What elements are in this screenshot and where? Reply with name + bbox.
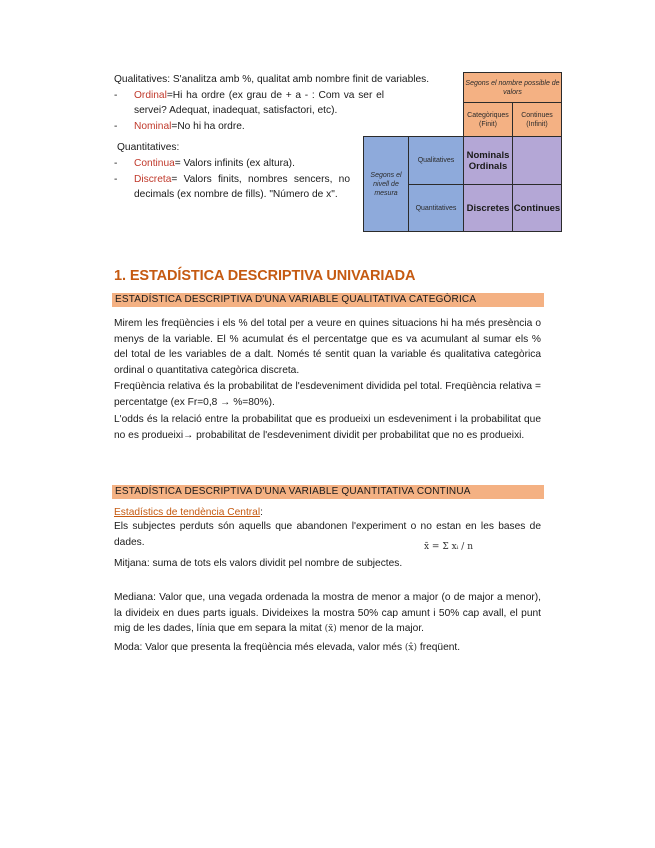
mean-formula: x̄ = Σ xᵢ / n <box>424 542 473 552</box>
nominal-term: Nominal <box>134 120 172 132</box>
paragraph-freq-relativa: Freqüència relativa és la probabilitat de l'esdeveniment dividida pel total. Freqüència relativa = percentatge (ex Fr=0,8 → %=80%). <box>114 381 541 408</box>
band-qualitativa: ESTADÍSTICA DESCRIPTIVA D'UNA VARIABLE QUALITATIVA CATEGÒRICA <box>112 293 544 307</box>
continua-term: Continua <box>134 157 175 169</box>
subheading-colon: : <box>260 507 263 518</box>
paragraph-moda <box>114 640 541 657</box>
ordinal-text: =Hi ha ordre (ex grau de + a - : Com va ser el servei? Adequat, inadequat, satisfactori, etc). <box>134 89 384 117</box>
mode-symbol: (x̂) <box>404 643 418 653</box>
ordinal-term: Ordinal <box>134 89 167 101</box>
table-cell-discretes: Discretes <box>464 185 513 232</box>
quantitatives-line: Quantitatives: <box>117 142 180 154</box>
bullet: - <box>114 120 118 132</box>
table-row-quantitatives: Quantitatives <box>409 185 464 232</box>
table-row-qualitatives: Qualitatives <box>409 137 464 185</box>
table-col-continues: Continues (Infinit) <box>513 103 562 137</box>
paragraph-mitjana: Mitjana: suma de tots els valors dividit pel nombre de subjectes. <box>114 558 403 569</box>
median-symbol: (x̃) <box>324 624 337 635</box>
bullet: - <box>114 173 118 185</box>
nominal-text: =No hi ha ordre. <box>171 120 245 132</box>
table-cell-continues: Continues <box>513 185 562 232</box>
band-quantitativa: ESTADÍSTICA DESCRIPTIVA D'UNA VARIABLE QUANTITATIVA CONTINUA <box>112 485 544 499</box>
table-col-categoriques: Categòriques (Finit) <box>464 103 513 137</box>
moda-text: Moda: Valor que presenta la freqüència més elevada, valor més <box>114 642 403 653</box>
paragraph-frequencies: Mirem les freqüències i els % del total per a veure en quines situacions hi ha més presència o menys de la variable. El % acumulat és el percentatge que es va acumulant al sumar els % del total de les variables de a dalt. Només té sentit quan la variable és qualitativa categòrica ordinal o quantitativa categòrica discreta. <box>114 318 541 376</box>
discreta-term: Discreta <box>134 173 172 185</box>
discreta-text: = Valors finits, nombres sencers, no decimals (ex nombre de fills). "Número de x". <box>134 173 350 201</box>
bullet: - <box>114 157 118 169</box>
moda-end: freqüent. <box>419 642 461 653</box>
table-cell-empty <box>513 137 562 185</box>
subheading-text: Estadístics de tendència Central <box>114 507 261 518</box>
section-title: 1. ESTADÍSTICA DESCRIPTIVA UNIVARIADA <box>114 268 416 284</box>
paragraph-perduts: Els subjectes perduts són aquells que abandonen l'experiment o no estan en les bases de dades. <box>114 521 541 548</box>
paragraph-mediana <box>114 590 541 638</box>
qualitatives-line: Qualitatives: S'analitza amb %, qualitat amb nombre finit de variables. <box>114 74 430 85</box>
mediana-end: menor de la major. <box>339 623 424 635</box>
mediana-text: Mediana: Valor que, una vegada ordenada la mostra de menor a major (o de major a menor), la divideix en dues parts iguals. Divideixes la mostra 50% cap amunt i 50% cap avall, el punt mig de les dades, línia que em separa la mitat <box>114 592 541 635</box>
classification-table <box>363 72 562 232</box>
table-row-label-nivell: Segons el nivell de mesura <box>364 137 409 232</box>
table-cell-nominals-ordinals: Nominals Ordinals <box>464 137 513 185</box>
bullet: - <box>114 89 118 101</box>
table-header-values: Segons el nombre possible de valors <box>464 73 562 103</box>
continua-text: = Valors infinits (ex altura). <box>174 157 295 169</box>
paragraph-odds: L'odds és la relació entre la probabilitat que es produeixi un esdeveniment i la probabilitat que no es produeixi→ probabilitat de l'esdeveniment dividit per probabilitat que no es produeixi. <box>114 414 541 441</box>
